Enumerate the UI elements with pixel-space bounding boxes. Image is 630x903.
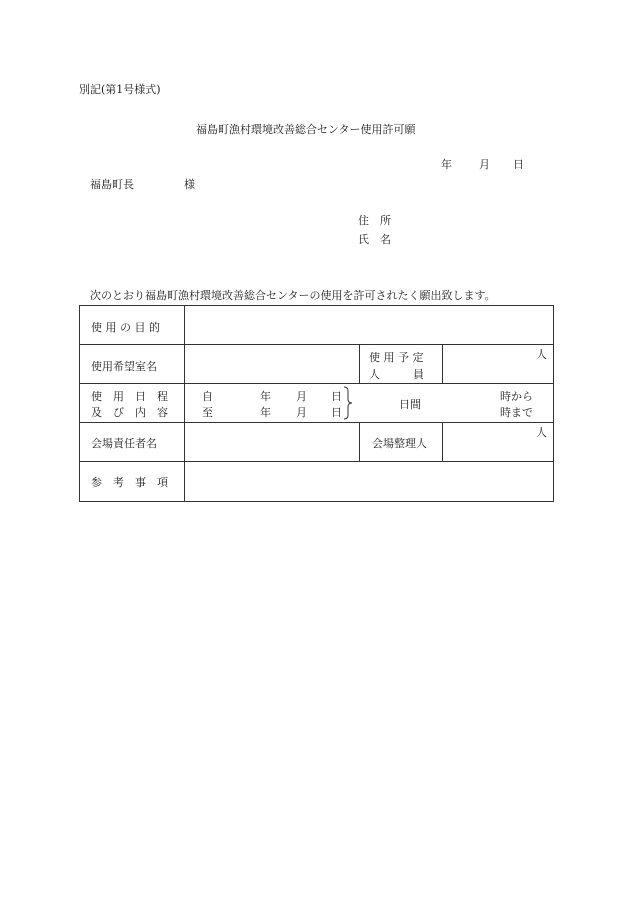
intro-statement: 次のとおり福島町漁村環境改善総合センターの使用を許可されたく願出致します。 xyxy=(90,289,496,302)
room-label: 使用希望室名 xyxy=(91,360,157,373)
time-to-label: 時まで xyxy=(500,406,533,419)
attendees-field[interactable] xyxy=(443,345,551,382)
attendees-label-line1: 使 用 予 定 xyxy=(369,351,424,364)
date-year-label: 年 xyxy=(441,158,452,171)
time-from-label: 時から xyxy=(500,390,533,403)
to-month-label: 月 xyxy=(296,406,307,419)
manager-label: 会場責任者名 xyxy=(91,437,157,450)
name-label: 氏 名 xyxy=(358,233,391,246)
schedule-label-line1: 使 用 日 程 xyxy=(91,390,168,403)
from-day-label: 日 xyxy=(331,390,342,403)
purpose-field[interactable] xyxy=(185,307,551,343)
notes-label: 参 考 事 項 xyxy=(91,476,168,489)
column-divider xyxy=(359,344,360,383)
date-month-label: 月 xyxy=(479,158,490,171)
from-label: 自 xyxy=(202,390,213,403)
organizer-unit: 人 xyxy=(536,426,547,439)
right-brace-icon xyxy=(343,386,353,420)
attendees-unit: 人 xyxy=(536,348,547,361)
to-label: 至 xyxy=(202,406,213,419)
manager-field[interactable] xyxy=(185,423,358,460)
document-title: 福島町漁村環境改善総合センター使用許可願 xyxy=(196,123,416,136)
row-divider xyxy=(80,383,553,384)
room-field[interactable] xyxy=(185,345,358,382)
application-form-table xyxy=(79,305,554,502)
to-day-label: 日 xyxy=(331,406,342,419)
column-divider xyxy=(359,422,360,461)
addressee-honorific: 様 xyxy=(184,178,195,191)
days-label: 日間 xyxy=(399,398,421,411)
purpose-label: 使 用 の 目 的 xyxy=(91,321,160,334)
address-label: 住 所 xyxy=(358,214,391,227)
date-day-label: 日 xyxy=(513,158,524,171)
form-reference: 別記(第1号様式) xyxy=(79,83,161,96)
to-year-label: 年 xyxy=(260,406,271,419)
attendees-label-line2: 人 員 xyxy=(369,368,424,381)
schedule-label-line2: 及 び 内 容 xyxy=(91,406,168,419)
from-year-label: 年 xyxy=(260,390,271,403)
organizer-label: 会場整理人 xyxy=(372,437,427,450)
from-month-label: 月 xyxy=(296,390,307,403)
addressee: 福島町長 xyxy=(90,178,134,191)
notes-field[interactable] xyxy=(185,462,551,500)
organizer-field[interactable] xyxy=(443,423,551,460)
